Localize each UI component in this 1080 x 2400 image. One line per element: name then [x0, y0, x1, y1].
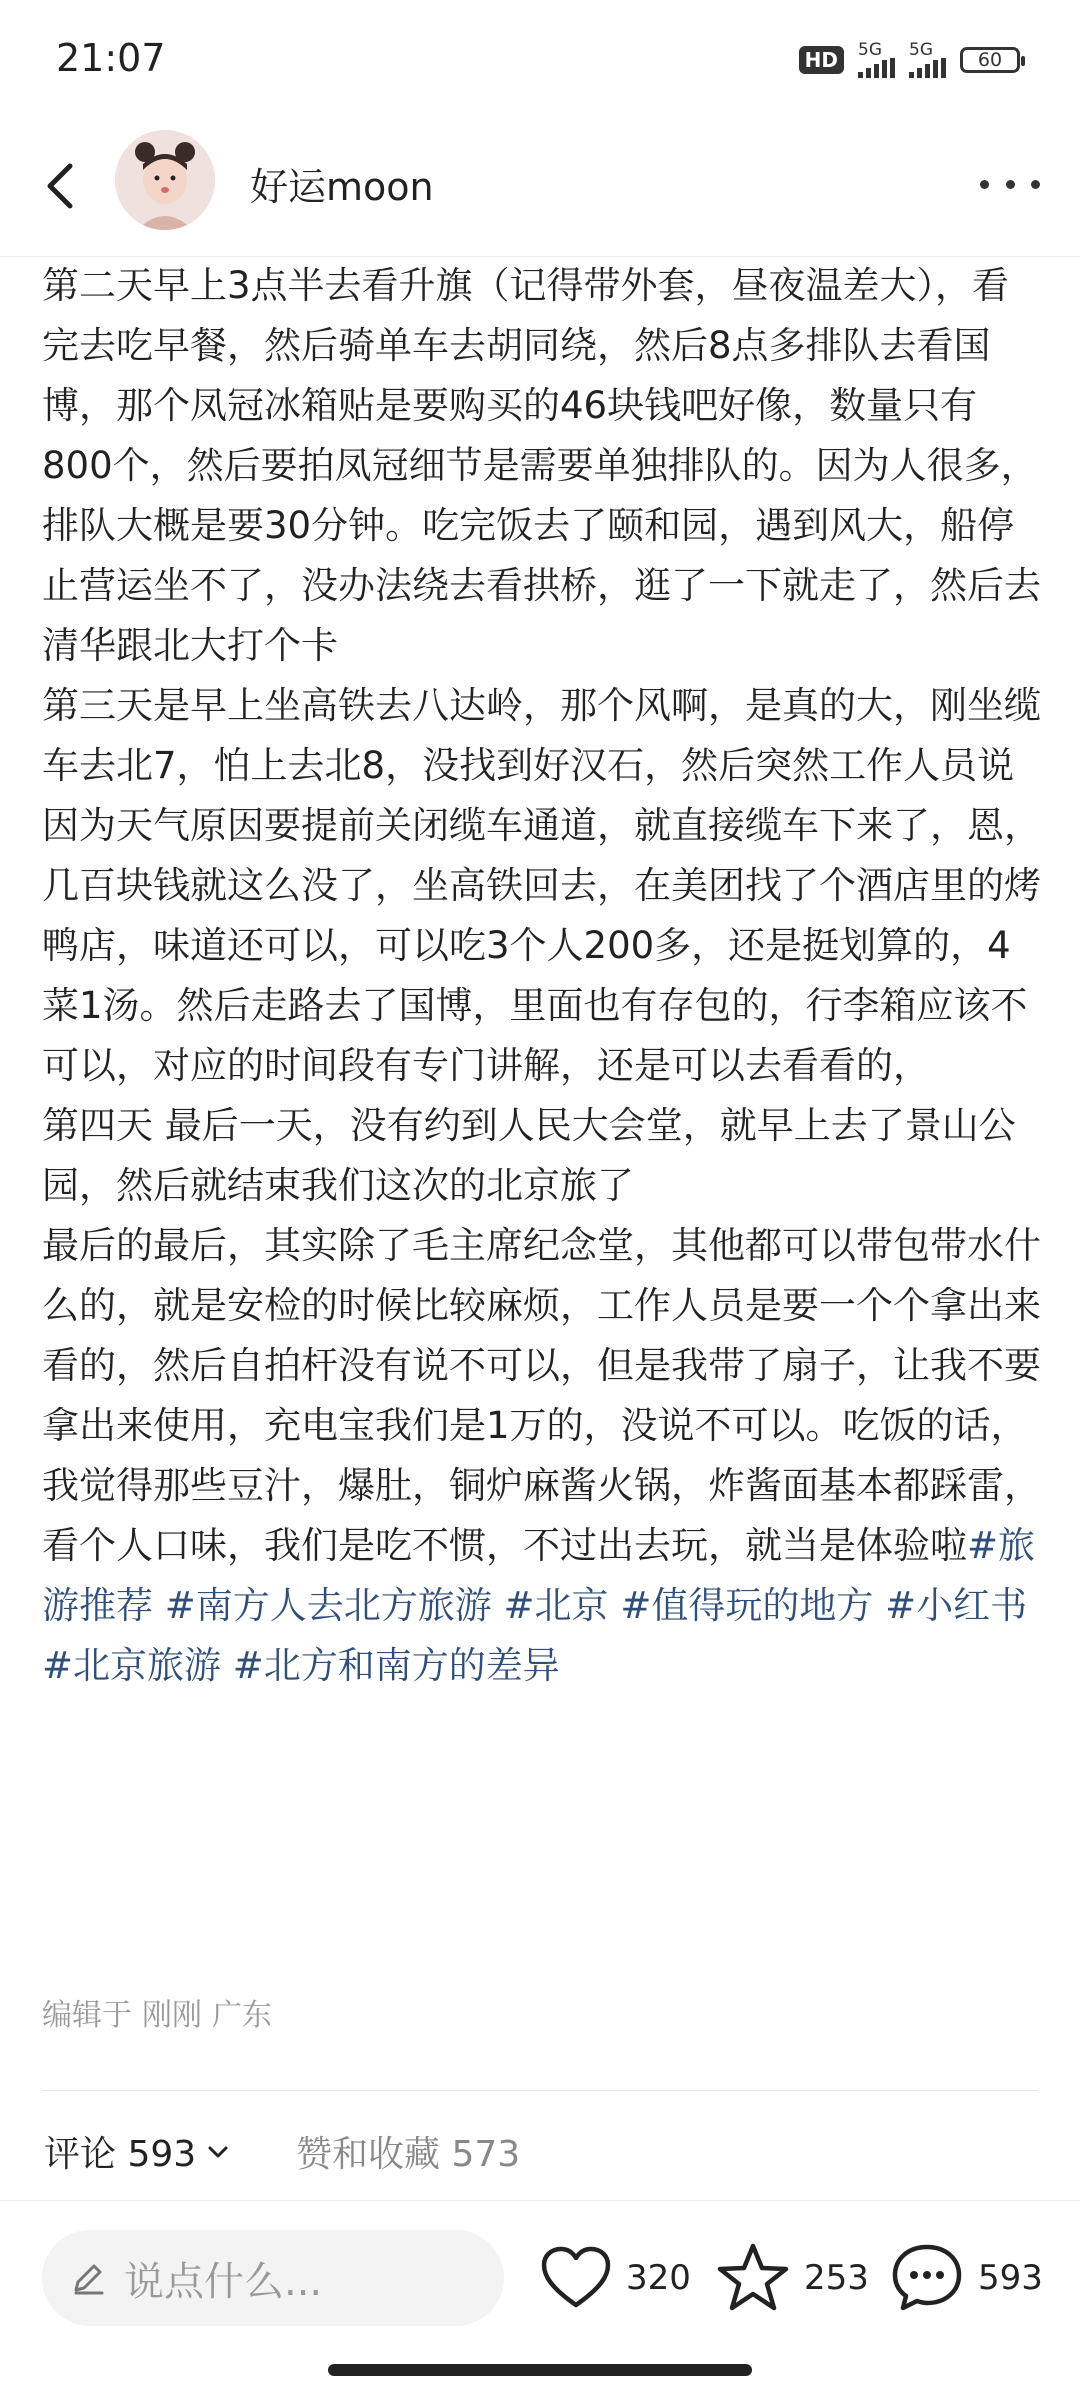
- post-paragraph-final: [42, 1216, 1042, 1696]
- network-type: 5G: [858, 40, 882, 60]
- divider: [42, 2090, 1038, 2091]
- like-button[interactable]: [540, 2236, 691, 2320]
- post-paragraph-day4: 第四天 最后一天，没有约到人民大会堂，就早上去了景山公园，然后就结束我们这次的北京旅了: [42, 1104, 1016, 1207]
- hashtag-worth-visiting[interactable]: #值得玩的地方: [620, 1584, 874, 1627]
- heart-icon: [540, 2245, 612, 2311]
- bottom-divider: [0, 2200, 1080, 2201]
- hd-badge: HD: [799, 46, 844, 74]
- author-name[interactable]: 好运moon: [250, 165, 434, 209]
- like-count: 320: [626, 2258, 691, 2298]
- hashtag-south-to-north[interactable]: #南方人去北方旅游: [164, 1584, 492, 1627]
- hashtag-beijing-travel[interactable]: #北京旅游: [42, 1644, 222, 1687]
- pencil-icon: [68, 2258, 108, 2298]
- hashtag-beijing[interactable]: #北京: [503, 1584, 609, 1627]
- edit-label: 编辑于: [42, 1998, 132, 2033]
- tab-likes-collects[interactable]: 赞和收藏 573: [296, 2134, 521, 2175]
- more-dots-icon[interactable]: [980, 164, 1040, 204]
- post-content: [42, 256, 1042, 1696]
- signal-icon: [858, 42, 895, 78]
- battery-level: 60: [977, 49, 1003, 71]
- edit-meta: [42, 1990, 282, 2034]
- comment-bubble-icon: [890, 2242, 964, 2314]
- tab-comments-label: 评论 593: [44, 2134, 197, 2175]
- comment-input[interactable]: [42, 2230, 504, 2326]
- star-icon: [716, 2242, 790, 2314]
- post-header: [0, 120, 1080, 257]
- post-paragraph-day2: 第二天早上3点半去看升旗（记得带外套，昼夜温差大），看完去吃早餐，然后骑单车去胡同绕，然后8点多排队去看国博，那个凤冠冰箱贴是要购买的46块钱吧好像，数量只有800个，然后要拍凤冠细节是需要单独排队的。因为人很多，排队大概是要30分钟。吃完饭去了颐和园，遇到风大，船停止营运坐不了，没办法绕去看拱桥，逛了一下就走了，然后去清华跟北大打个卡: [42, 264, 1041, 667]
- avatar[interactable]: [115, 130, 215, 230]
- status-bar: [0, 0, 1080, 120]
- tab-comments[interactable]: [44, 2126, 232, 2177]
- post-paragraph-day3: 第三天是早上坐高铁去八达岭，那个风啊，是真的大，刚坐缆车去北7，怕上去北8，没找到好汉石，然后突然工作人员说因为天气原因要提前关闭缆车通道，就直接缆车下来了，恩，几百块钱就这么没了，坐高铁回去，在美团找了个酒店里的烤鸭店，味道还可以，可以吃3个人200多，还是挺划算的，4菜1汤。然后走路去了国博，里面也有存包的，行李箱应该不可以，对应的时间段有专门讲解，还是可以去看看的，: [42, 684, 1041, 1087]
- comment-input-placeholder: 说点什么...: [124, 2258, 323, 2305]
- collect-count: 253: [804, 2258, 869, 2298]
- home-indicator[interactable]: [328, 2364, 752, 2376]
- edit-time: 刚刚: [142, 1998, 202, 2033]
- hashtag-north-south-difference[interactable]: #北方和南方的差异: [232, 1644, 560, 1687]
- hashtag-travel-recommend[interactable]: #旅游推荐: [42, 1524, 1036, 1627]
- edit-location: 广东: [212, 1998, 272, 2033]
- hashtag-xiaohongshu[interactable]: #小红书: [885, 1584, 1028, 1627]
- signal-icon-2: [909, 42, 946, 78]
- battery-icon: [960, 47, 1020, 73]
- chevron-down-icon: [204, 2138, 232, 2166]
- post-paragraph-final-text: 最后的最后，其实除了毛主席纪念堂，其他都可以带包带水什么的，就是安检的时候比较麻烦，工作人员是要一个个拿出来看的，然后自拍杆没有说不可以，但是我带了扇子，让我不要拿出来使用，充电宝我们是1万的，没说不可以。吃饭的话，我觉得那些豆汁，爆肚，铜炉麻酱火锅，炸酱面基本都踩雷，看个人口味，我们是吃不惯，不过出去玩，就当是体验啦: [42, 1224, 1041, 1567]
- status-icons: [799, 40, 1020, 80]
- comment-count: 593: [978, 2258, 1043, 2298]
- comment-button[interactable]: [890, 2236, 1043, 2320]
- status-time: 21:07: [56, 36, 166, 80]
- back-arrow-icon[interactable]: [34, 156, 94, 216]
- network-type-2: 5G: [909, 40, 933, 60]
- collect-button[interactable]: [716, 2236, 869, 2320]
